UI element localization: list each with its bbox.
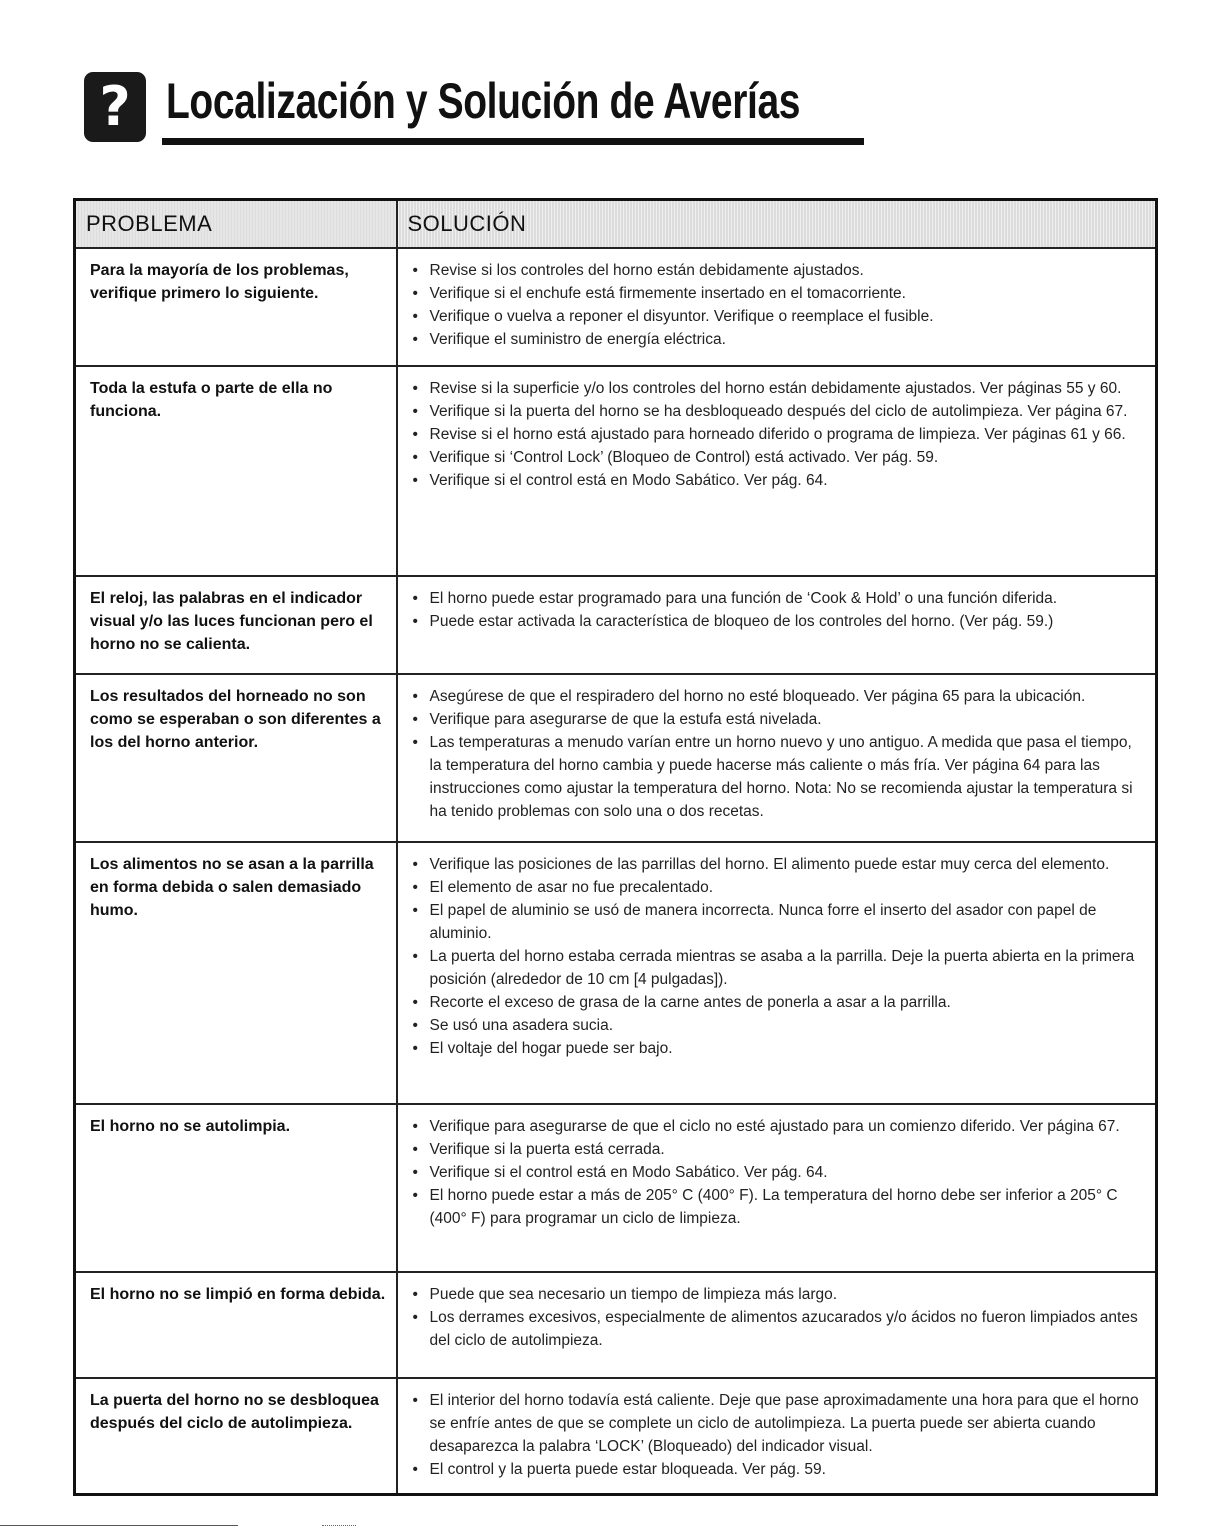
solution-cell [397,1104,1157,1272]
list-item [412,328,1146,351]
problem-cell: El horno no se limpió en forma debida. [75,1272,397,1378]
footer-dots [322,1525,356,1527]
bullet-icon: • [412,403,418,420]
solution-cell [397,1272,1157,1378]
solution-text: Verifique las posiciones de las parrillas del horno. El alimento puede estar muy cerca del elemento. [429,856,1110,873]
bullet-icon: • [412,1392,418,1409]
bullet-icon: • [412,688,418,705]
solution-text: Se usó una asadera sucia. [429,1017,614,1034]
problem-cell: El horno no se autolimpia. [75,1104,397,1272]
solution-list [412,587,1146,633]
bullet-icon: • [412,1164,418,1181]
solution-list [412,853,1146,1060]
bullet-icon: • [412,902,418,919]
list-item [412,853,1146,876]
list-item [412,282,1146,305]
solution-list [412,1283,1146,1352]
list-item [412,1115,1146,1138]
solution-text: Puede estar activada la característica de bloqueo de los controles del horno. (Ver pág. 59.) [429,613,1054,630]
bullet-icon: • [412,285,418,302]
solution-text: Las temperaturas a menudo varían entre un horno nuevo y uno antiguo. A medida que pasa el tiempo, la temperatura del horno cambia y puede hacerse más caliente o más fría. Ver página 64 para las instrucciones como ajustar la temperatura del horno. Nota: No se recomienda ajustar la temperatura si ha tenido problemas con solo una o dos recetas. [429,734,1133,820]
solution-cell [397,248,1157,366]
bullet-icon: • [412,856,418,873]
solution-list [412,1389,1146,1481]
solution-cell [397,1378,1157,1494]
solution-text: El voltaje del hogar puede ser bajo. [429,1040,673,1057]
solution-cell [397,576,1157,674]
solution-text: Verifique o vuelva a reponer el disyuntor. Verifique o reemplace el fusible. [429,308,934,325]
bullet-icon: • [412,380,418,397]
bullet-icon: • [412,262,418,279]
column-header-solucion: SOLUCIÓN [397,200,1157,249]
list-item [412,1306,1146,1352]
list-item [412,1458,1146,1481]
table-row [75,1378,1157,1494]
page-header [84,70,864,152]
solution-text: El horno puede estar a más de 205° C (400° F). La temperatura del horno debe ser inferior a 205° C (400° F) para programar un ciclo de limpieza. [429,1187,1118,1227]
bullet-icon: • [412,426,418,443]
solution-text: Revise si los controles del horno están debidamente ajustados. [429,262,864,279]
bullet-icon: • [412,994,418,1011]
list-item [412,587,1146,610]
solution-text: El papel de aluminio se usó de manera incorrecta. Nunca forre el inserto del asador con papel de aluminio. [429,902,1097,942]
solution-cell [397,842,1157,1104]
problem-cell: Para la mayoría de los problemas, verifique primero lo siguiente. [75,248,397,366]
table-header-row [75,200,1157,249]
solution-text: Recorte el exceso de grasa de la carne antes de ponerla a asar a la parrilla. [429,994,951,1011]
solution-cell [397,366,1157,576]
list-item [412,1283,1146,1306]
list-item [412,945,1146,991]
solution-list [412,685,1146,823]
problem-cell: Los alimentos no se asan a la parrilla en forma debida o salen demasiado humo. [75,842,397,1104]
table-row [75,1272,1157,1378]
solution-text: Los derrames excesivos, especialmente de alimentos azucarados y/o ácidos no fueron limpiados antes del ciclo de autolimpieza. [429,1309,1138,1349]
solution-text: El horno puede estar programado para una función de ‘Cook & Hold’ o una función diferida. [429,590,1058,607]
bullet-icon: • [412,1141,418,1158]
bullet-icon: • [412,734,418,751]
list-item [412,991,1146,1014]
column-header-problema: PROBLEMA [75,200,397,249]
bullet-icon: • [412,1286,418,1303]
list-item [412,377,1146,400]
list-item [412,1161,1146,1184]
solution-cell [397,674,1157,842]
page-title: Localización y Solución de Averías [166,73,801,129]
bullet-icon: • [412,711,418,728]
list-item [412,610,1146,633]
list-item [412,1014,1146,1037]
solution-text: Verifique el suministro de energía eléctrica. [429,331,726,348]
table-row [75,366,1157,576]
bullet-icon: • [412,1309,418,1326]
table-row [75,576,1157,674]
solution-text: Verifique para asegurarse de que la estufa está nivelada. [429,711,822,728]
list-item [412,1184,1146,1230]
solution-list [412,1115,1146,1230]
solution-text: El control y la puerta puede estar bloqueada. Ver pág. 59. [429,1461,826,1478]
bullet-icon: • [412,1187,418,1204]
bullet-icon: • [412,879,418,896]
problem-cell: Los resultados del horneado no son como se esperaban o son diferentes a los del horno anterior. [75,674,397,842]
problem-cell: Toda la estufa o parte de ella no funciona. [75,366,397,576]
solution-text: Verifique si el control está en Modo Sabático. Ver pág. 64. [429,1164,828,1181]
list-item [412,305,1146,328]
solution-text: Verifique para asegurarse de que el ciclo no esté ajustado para un comienzo diferido. Ver página 67. [429,1118,1120,1135]
solution-text: Verifique si ‘Control Lock’ (Bloqueo de Control) está activado. Ver pág. 59. [429,449,939,466]
solution-text: Verifique si el control está en Modo Sabático. Ver pág. 64. [429,472,828,489]
solution-text: El interior del horno todavía está caliente. Deje que pase aproximadamente una hora para que el horno se enfríe antes de que se complete un ciclo de autolimpieza. La puerta puede ser abierta cuando desaparezca la palabra ‘LOCK’ (Bloqueado) del indicador visual. [429,1392,1139,1455]
bullet-icon: • [412,331,418,348]
solution-text: Puede que sea necesario un tiempo de limpieza más largo. [429,1286,838,1303]
solution-text: Verifique si la puerta del horno se ha desbloqueado después del ciclo de autolimpieza. Ver página 67. [429,403,1128,420]
list-item [412,685,1146,708]
list-item [412,423,1146,446]
list-item [412,876,1146,899]
solution-text: Verifique si el enchufe está firmemente insertado en el tomacorriente. [429,285,906,302]
solution-text: Revise si el horno está ajustado para horneado diferido o programa de limpieza. Ver páginas 61 y 66. [429,426,1126,443]
list-item [412,731,1146,823]
bullet-icon: • [412,308,418,325]
table-row [75,842,1157,1104]
bullet-icon: • [412,472,418,489]
table-row [75,1104,1157,1272]
list-item [412,469,1146,492]
list-item [412,899,1146,945]
table-row [75,248,1157,366]
table-row [75,674,1157,842]
solution-text: Verifique si la puerta está cerrada. [429,1141,665,1158]
list-item [412,1037,1146,1060]
solution-list [412,259,1146,351]
bullet-icon: • [412,590,418,607]
solution-text: Revise si la superficie y/o los controles del horno están debidamente ajustados. Ver páginas 55 y 60. [429,380,1122,397]
list-item [412,400,1146,423]
bullet-icon: • [412,1017,418,1034]
solution-text: Asegúrese de que el respiradero del horno no esté bloqueado. Ver página 65 para la ubicación. [429,688,1086,705]
footer-rule [0,1525,238,1526]
troubleshooting-table [73,198,1158,1496]
solution-list [412,377,1146,492]
list-item [412,1138,1146,1161]
problem-cell: La puerta del horno no se desbloquea después del ciclo de autolimpieza. [75,1378,397,1494]
question-mark-icon: ? [84,72,146,142]
title-underline [162,138,864,145]
list-item [412,446,1146,469]
problem-cell: El reloj, las palabras en el indicador visual y/o las luces funcionan pero el horno no se calienta. [75,576,397,674]
bullet-icon: • [412,948,418,965]
bullet-icon: • [412,613,418,630]
bullet-icon: • [412,1118,418,1135]
solution-text: El elemento de asar no fue precalentado. [429,879,713,896]
bullet-icon: • [412,1040,418,1057]
list-item [412,259,1146,282]
solution-text: La puerta del horno estaba cerrada mientras se asaba a la parrilla. Deje la puerta abierta en la primera posición (alrededor de 10 cm [4 pulgadas]). [429,948,1135,988]
bullet-icon: • [412,449,418,466]
table-body [75,248,1157,1494]
list-item [412,1389,1146,1458]
list-item [412,708,1146,731]
bullet-icon: • [412,1461,418,1478]
